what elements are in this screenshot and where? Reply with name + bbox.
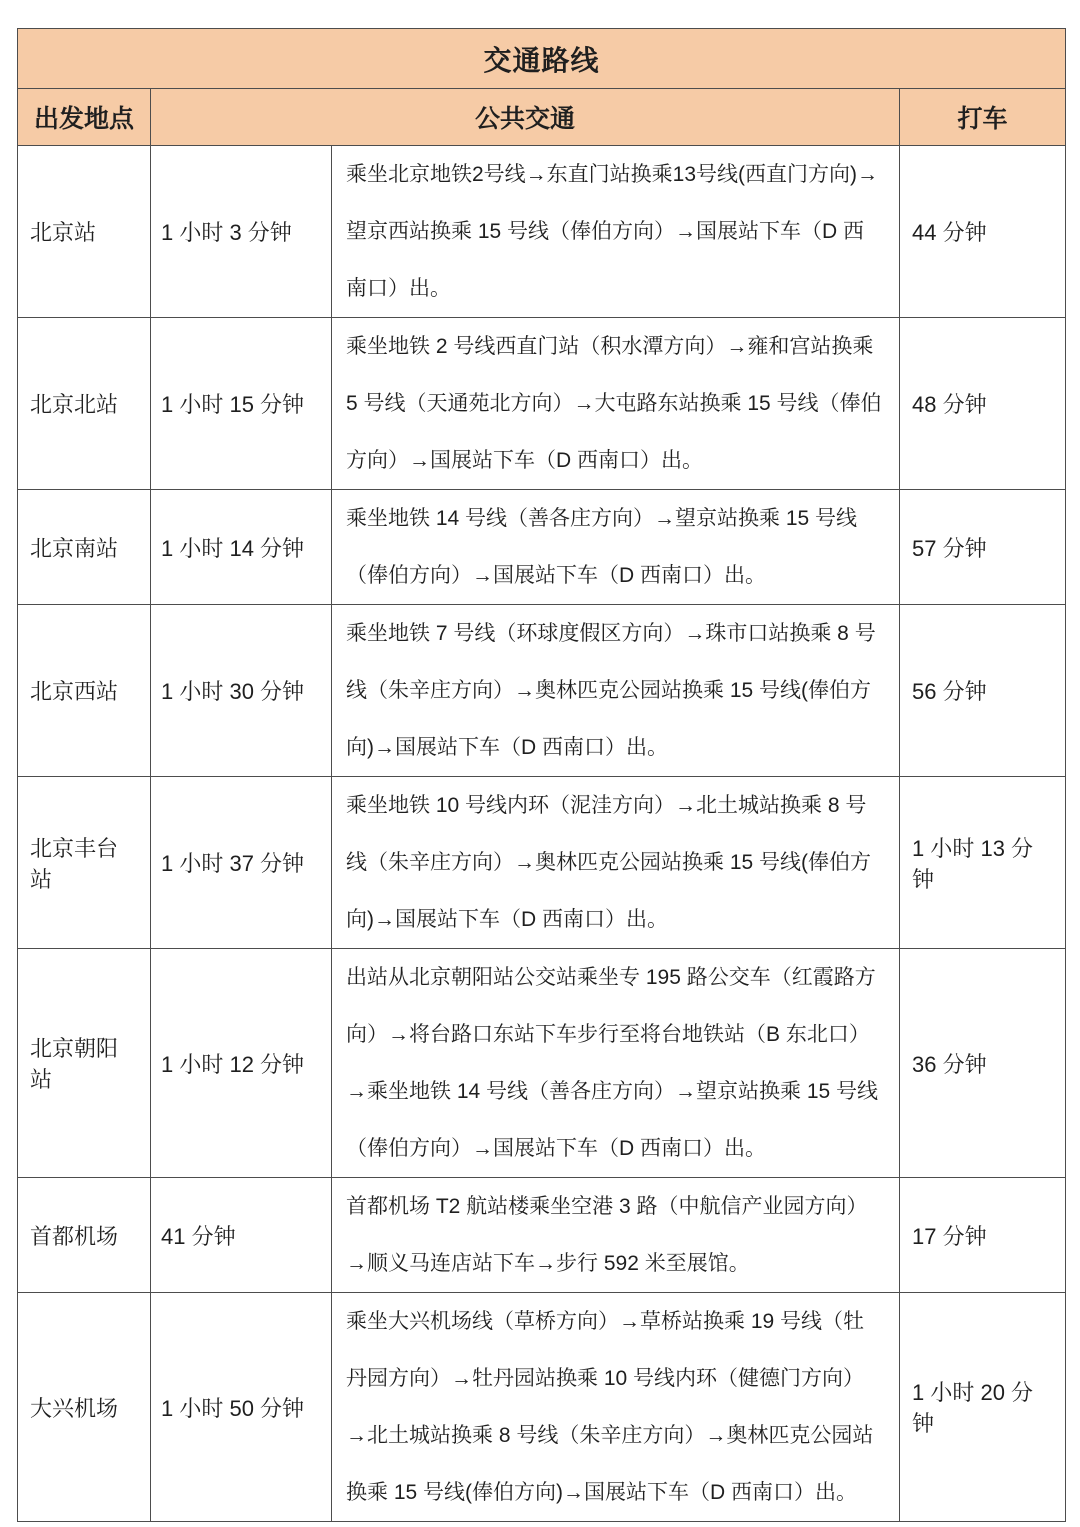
departure-cell: 北京西站 [18, 605, 151, 777]
duration-cell: 1 小时 12 分钟 [151, 949, 332, 1178]
taxi-cell: 48 分钟 [900, 318, 1066, 490]
taxi-cell: 1 小时 20 分钟 [900, 1293, 1066, 1522]
taxi-cell: 17 分钟 [900, 1178, 1066, 1293]
duration-cell: 1 小时 3 分钟 [151, 146, 332, 318]
departure-cell: 北京丰台站 [18, 777, 151, 949]
taxi-cell: 44 分钟 [900, 146, 1066, 318]
duration-cell: 1 小时 37 分钟 [151, 777, 332, 949]
table-row [18, 146, 1066, 318]
duration-cell: 41 分钟 [151, 1178, 332, 1293]
route-cell: 乘坐北京地铁2号线→东直门站换乘13号线(西直门方向)→望京西站换乘 15 号线（俸伯方向）→国展站下车（D 西南口）出。 [332, 146, 900, 318]
table-title-row [18, 29, 1066, 89]
route-cell: 乘坐地铁 10 号线内环（泥洼方向）→北土城站换乘 8 号线（朱辛庄方向）→奥林匹克公园站换乘 15 号线(俸伯方向)→国展站下车（D 西南口）出。 [332, 777, 900, 949]
table-title: 交通路线 [18, 29, 1066, 89]
route-cell: 乘坐地铁 2 号线西直门站（积水潭方向）→雍和宫站换乘 5 号线（天通苑北方向）→大屯路东站换乘 15 号线（俸伯方向）→国展站下车（D 西南口）出。 [332, 318, 900, 490]
taxi-cell: 57 分钟 [900, 490, 1066, 605]
duration-cell: 1 小时 15 分钟 [151, 318, 332, 490]
col-header-public-transit: 公共交通 [151, 89, 900, 146]
departure-cell: 首都机场 [18, 1178, 151, 1293]
transport-routes-table [17, 28, 1066, 1522]
departure-cell: 北京站 [18, 146, 151, 318]
departure-cell: 北京南站 [18, 490, 151, 605]
departure-cell: 北京北站 [18, 318, 151, 490]
table-row [18, 949, 1066, 1178]
duration-cell: 1 小时 30 分钟 [151, 605, 332, 777]
taxi-cell: 1 小时 13 分钟 [900, 777, 1066, 949]
table-row [18, 490, 1066, 605]
duration-cell: 1 小时 14 分钟 [151, 490, 332, 605]
route-cell: 出站从北京朝阳站公交站乘坐专 195 路公交车（红霞路方向）→将台路口东站下车步行至将台地铁站（B 东北口）→乘坐地铁 14 号线（善各庄方向）→望京站换乘 15 号线（俸伯方向）→国展站下车（D 西南口）出。 [332, 949, 900, 1178]
departure-cell: 北京朝阳站 [18, 949, 151, 1178]
route-cell: 乘坐地铁 14 号线（善各庄方向）→望京站换乘 15 号线（俸伯方向）→国展站下车（D 西南口）出。 [332, 490, 900, 605]
table-row [18, 605, 1066, 777]
taxi-cell: 36 分钟 [900, 949, 1066, 1178]
table-row [18, 1178, 1066, 1293]
table-header-row [18, 89, 1066, 146]
table-row [18, 777, 1066, 949]
departure-cell: 大兴机场 [18, 1293, 151, 1522]
col-header-taxi: 打车 [900, 89, 1066, 146]
route-cell: 首都机场 T2 航站楼乘坐空港 3 路（中航信产业园方向）→顺义马连店站下车→步行 592 米至展馆。 [332, 1178, 900, 1293]
col-header-departure: 出发地点 [18, 89, 151, 146]
taxi-cell: 56 分钟 [900, 605, 1066, 777]
route-cell: 乘坐大兴机场线（草桥方向）→草桥站换乘 19 号线（牡丹园方向）→牡丹园站换乘 10 号线内环（健德门方向）→北土城站换乘 8 号线（朱辛庄方向）→奥林匹克公园站换乘 15 号线(俸伯方向)→国展站下车（D 西南口）出。 [332, 1293, 900, 1522]
duration-cell: 1 小时 50 分钟 [151, 1293, 332, 1522]
table-row [18, 318, 1066, 490]
route-cell: 乘坐地铁 7 号线（环球度假区方向）→珠市口站换乘 8 号线（朱辛庄方向）→奥林匹克公园站换乘 15 号线(俸伯方向)→国展站下车（D 西南口）出。 [332, 605, 900, 777]
table-row [18, 1293, 1066, 1522]
